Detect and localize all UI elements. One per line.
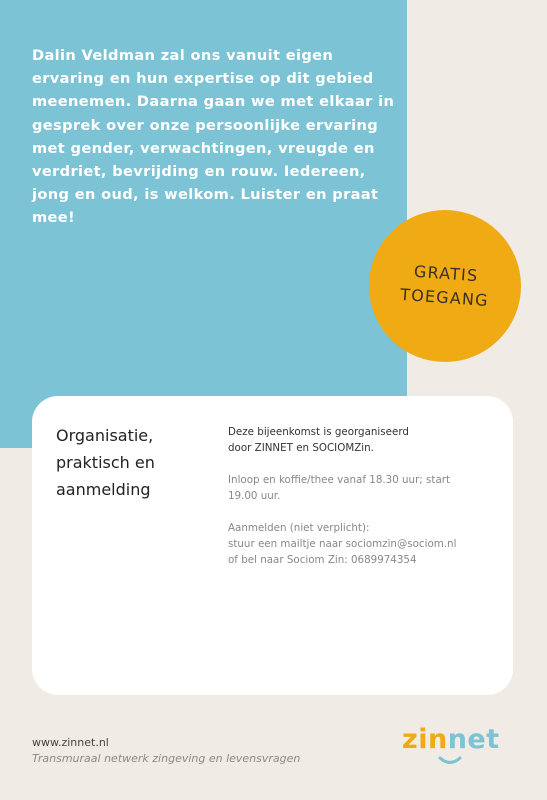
organiser-text bbox=[228, 424, 498, 456]
intro-text bbox=[32, 44, 402, 230]
card-heading bbox=[56, 422, 216, 503]
logo-smile-icon bbox=[402, 755, 514, 771]
signup-line: Aanmelden (niet verplicht): bbox=[228, 522, 370, 534]
intro-line: gesprek over onze persoonlijke ervaring bbox=[32, 116, 379, 134]
card-heading-line: aanmelding bbox=[56, 480, 151, 499]
free-entry-badge bbox=[369, 210, 521, 362]
intro-line: mee! bbox=[32, 209, 76, 227]
logo-wordmark bbox=[402, 724, 514, 755]
intro-line: met gender, verwachtingen, vreugde en bbox=[32, 139, 375, 157]
intro-line: Dalin Veldman zal ons vanuit eigen bbox=[32, 47, 334, 64]
footer-tagline: Transmuraal netwerk zingeving en levensvragen bbox=[32, 752, 301, 765]
footer-url: www.zinnet.nl bbox=[32, 736, 109, 749]
intro-line: meenemen. Daarna gaan we met elkaar in bbox=[32, 93, 395, 111]
organiser-line: door ZINNET en SOCIOMZin. bbox=[228, 442, 374, 454]
card-heading-line: Organisatie, bbox=[56, 426, 154, 445]
badge-line-2: TOEGANG bbox=[399, 284, 490, 311]
schedule-line: 19.00 uur. bbox=[228, 490, 281, 502]
logo-part-zin: zin bbox=[402, 724, 448, 755]
intro-line: verdriet, bevrijding en rouw. Iedereen, bbox=[32, 163, 366, 181]
card-heading-line: praktisch en bbox=[56, 453, 155, 472]
intro-line: ervaring en hun expertise op dit gebied bbox=[32, 70, 374, 88]
logo-part-net: net bbox=[447, 724, 500, 755]
intro-line: jong en oud, is welkom. Luister en praat bbox=[32, 186, 379, 204]
signup-text bbox=[228, 520, 498, 568]
schedule-line: Inloop en koffie/thee vanaf 18.30 uur; start bbox=[228, 474, 451, 486]
schedule-text bbox=[228, 472, 498, 504]
info-card bbox=[32, 396, 513, 695]
signup-line: stuur een mailtje naar sociomzin@sociom.nl bbox=[228, 538, 457, 550]
zinnet-logo bbox=[402, 724, 514, 774]
card-info bbox=[228, 424, 498, 584]
organiser-line: Deze bijeenkomst is georganiseerd bbox=[228, 426, 409, 438]
badge-line-1: GRATIS bbox=[413, 261, 479, 286]
badge-text bbox=[399, 259, 491, 313]
signup-line: of bel naar Sociom Zin: 0689974354 bbox=[228, 554, 417, 566]
